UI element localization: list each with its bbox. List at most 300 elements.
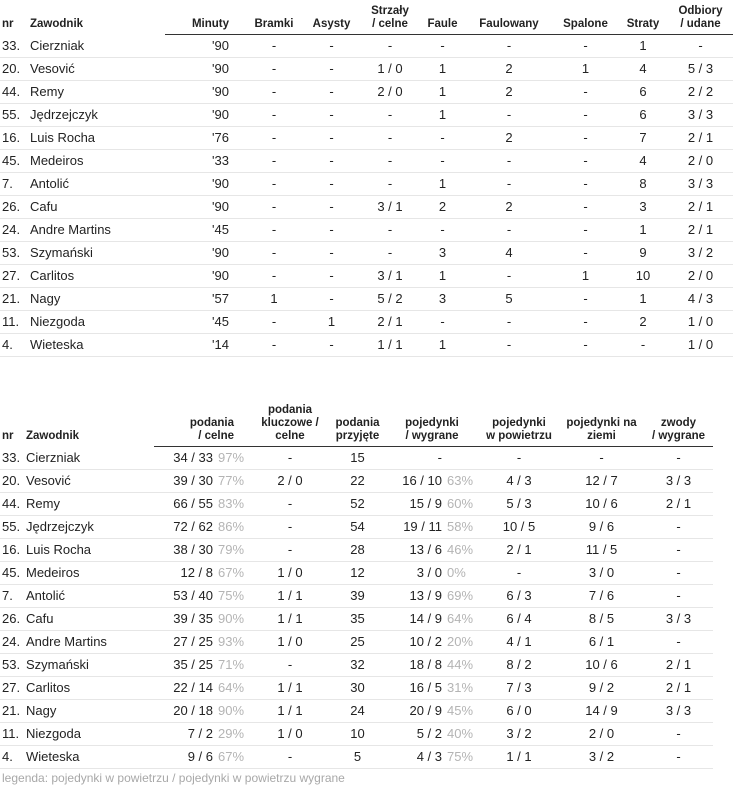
passes-percent: 77% — [218, 469, 250, 492]
player-name: Niezgoda — [26, 722, 154, 745]
key-passes-cell: 1 / 1 — [250, 584, 330, 607]
fouls-cell: 1 — [420, 80, 465, 103]
player-number: 7. — [0, 172, 30, 195]
fouled-cell: 5 — [465, 287, 553, 310]
table-row — [0, 676, 713, 699]
fouled-cell: 4 — [465, 241, 553, 264]
table-row — [0, 561, 713, 584]
shots-cell: 1 / 0 — [360, 57, 420, 80]
shots-cell: - — [360, 103, 420, 126]
duels-cell: - — [385, 446, 447, 469]
ground-duels-cell: 11 / 5 — [559, 538, 644, 561]
fouls-cell: 1 — [420, 57, 465, 80]
passes-cell: 34 / 33 — [154, 446, 218, 469]
shots-cell: 3 / 1 — [360, 195, 420, 218]
player-name: Szymański — [30, 241, 165, 264]
offsides-cell: - — [553, 310, 618, 333]
fouls-cell: 1 — [420, 172, 465, 195]
duels-percent: 20% — [447, 630, 479, 653]
ground-duels-cell: 6 / 1 — [559, 630, 644, 653]
dribbles-cell: 2 / 1 — [644, 492, 713, 515]
aerial-duels-cell: - — [479, 446, 559, 469]
minutes-cell: '14 — [165, 333, 245, 356]
duels-percent: 60% — [447, 492, 479, 515]
col-header-aerial-duels: pojedynki w powietrzu — [479, 397, 559, 446]
passes-received-cell: 25 — [330, 630, 385, 653]
player-number: 26. — [0, 195, 30, 218]
goals-cell: - — [245, 310, 303, 333]
passes-cell: 12 / 8 — [154, 561, 218, 584]
col-header-tackles: Odbiory / udane — [668, 0, 733, 34]
passes-received-cell: 28 — [330, 538, 385, 561]
losses-cell: 6 — [618, 80, 668, 103]
dribbles-cell: - — [644, 446, 713, 469]
passes-percent: 90% — [218, 607, 250, 630]
minutes-cell: '90 — [165, 103, 245, 126]
duels-cell: 13 / 6 — [385, 538, 447, 561]
player-number: 45. — [0, 561, 26, 584]
tackles-cell: 1 / 0 — [668, 310, 733, 333]
assists-cell: - — [303, 80, 360, 103]
dribbles-cell: - — [644, 515, 713, 538]
duels-percent: 69% — [447, 584, 479, 607]
aerial-duels-cell: 3 / 2 — [479, 722, 559, 745]
player-name: Carlitos — [26, 676, 154, 699]
passes-cell: 22 / 14 — [154, 676, 218, 699]
table-row — [0, 103, 733, 126]
col-header-minutes: Minuty — [165, 0, 245, 34]
aerial-duels-cell: 1 / 1 — [479, 745, 559, 768]
aerial-duels-cell: 8 / 2 — [479, 653, 559, 676]
offsides-cell: - — [553, 126, 618, 149]
fouled-cell: - — [465, 34, 553, 57]
minutes-cell: '45 — [165, 310, 245, 333]
goals-cell: - — [245, 80, 303, 103]
dribbles-cell: 3 / 3 — [644, 699, 713, 722]
ground-duels-cell: 7 / 6 — [559, 584, 644, 607]
passes-percent: 67% — [218, 561, 250, 584]
offsides-cell: - — [553, 218, 618, 241]
duels-percent: 31% — [447, 676, 479, 699]
table-row — [0, 653, 713, 676]
duels-cell: 5 / 2 — [385, 722, 447, 745]
minutes-cell: '90 — [165, 241, 245, 264]
assists-cell: - — [303, 34, 360, 57]
table-row — [0, 469, 713, 492]
duels-cell: 16 / 5 — [385, 676, 447, 699]
assists-cell: - — [303, 218, 360, 241]
passes-received-cell: 22 — [330, 469, 385, 492]
ground-duels-cell: 2 / 0 — [559, 722, 644, 745]
duels-percent: 0% — [447, 561, 479, 584]
dribbles-cell: 3 / 3 — [644, 607, 713, 630]
player-name: Vesović — [30, 57, 165, 80]
player-name: Carlitos — [30, 264, 165, 287]
shots-cell: 2 / 0 — [360, 80, 420, 103]
table-row — [0, 515, 713, 538]
col-header-losses: Straty — [618, 0, 668, 34]
key-passes-cell: - — [250, 653, 330, 676]
goals-cell: - — [245, 103, 303, 126]
player-number: 11. — [0, 722, 26, 745]
losses-cell: 1 — [618, 287, 668, 310]
passes-percent: 79% — [218, 538, 250, 561]
dribbles-cell: - — [644, 561, 713, 584]
key-passes-cell: - — [250, 538, 330, 561]
table-row — [0, 310, 733, 333]
losses-cell: 3 — [618, 195, 668, 218]
player-number: 44. — [0, 80, 30, 103]
player-number: 27. — [0, 676, 26, 699]
offsides-cell: - — [553, 34, 618, 57]
dribbles-cell: - — [644, 584, 713, 607]
ground-duels-cell: 8 / 5 — [559, 607, 644, 630]
aerial-duels-cell: 7 / 3 — [479, 676, 559, 699]
passes-cell: 20 / 18 — [154, 699, 218, 722]
ground-duels-cell: 14 / 9 — [559, 699, 644, 722]
losses-cell: 2 — [618, 310, 668, 333]
goals-cell: - — [245, 333, 303, 356]
player-name: Wieteska — [30, 333, 165, 356]
passes-received-cell: 52 — [330, 492, 385, 515]
key-passes-cell: - — [250, 446, 330, 469]
duels-cell: 20 / 9 — [385, 699, 447, 722]
offsides-cell: - — [553, 241, 618, 264]
player-name: Cafu — [26, 607, 154, 630]
fouls-cell: - — [420, 126, 465, 149]
fouls-cell: - — [420, 218, 465, 241]
goals-cell: - — [245, 34, 303, 57]
tackles-cell: - — [668, 34, 733, 57]
fouled-cell: 2 — [465, 57, 553, 80]
passes-cell: 72 / 62 — [154, 515, 218, 538]
passes-percent: 83% — [218, 492, 250, 515]
assists-cell: - — [303, 57, 360, 80]
minutes-cell: '90 — [165, 172, 245, 195]
fouled-cell: - — [465, 149, 553, 172]
player-number: 21. — [0, 699, 26, 722]
fouls-cell: 1 — [420, 103, 465, 126]
passes-cell: 9 / 6 — [154, 745, 218, 768]
table-row — [0, 745, 713, 768]
passes-received-cell: 24 — [330, 699, 385, 722]
shots-cell: - — [360, 149, 420, 172]
player-number: 21. — [0, 287, 30, 310]
passes-percent: 97% — [218, 446, 250, 469]
passes-cell: 7 / 2 — [154, 722, 218, 745]
player-number: 55. — [0, 515, 26, 538]
player-number: 26. — [0, 607, 26, 630]
player-name: Jędrzejczyk — [30, 103, 165, 126]
goals-cell: - — [245, 195, 303, 218]
losses-cell: 6 — [618, 103, 668, 126]
player-number: 33. — [0, 34, 30, 57]
player-number: 45. — [0, 149, 30, 172]
fouls-cell: 3 — [420, 287, 465, 310]
key-passes-cell: - — [250, 745, 330, 768]
goals-cell: - — [245, 241, 303, 264]
offsides-cell: 1 — [553, 57, 618, 80]
table-row — [0, 126, 733, 149]
offsides-cell: - — [553, 195, 618, 218]
fouled-cell: - — [465, 333, 553, 356]
table-row — [0, 172, 733, 195]
shots-cell: 2 / 1 — [360, 310, 420, 333]
player-name: Szymański — [26, 653, 154, 676]
assists-cell: - — [303, 172, 360, 195]
key-passes-cell: - — [250, 515, 330, 538]
fouls-cell: 1 — [420, 333, 465, 356]
dribbles-cell: - — [644, 722, 713, 745]
goals-cell: - — [245, 218, 303, 241]
table-row — [0, 722, 713, 745]
passes-cell: 66 / 55 — [154, 492, 218, 515]
player-name: Cierzniak — [30, 34, 165, 57]
col-header-assists: Asysty — [303, 0, 360, 34]
key-passes-cell: 1 / 1 — [250, 699, 330, 722]
ground-duels-cell: 3 / 2 — [559, 745, 644, 768]
assists-cell: 1 — [303, 310, 360, 333]
table-row — [0, 195, 733, 218]
player-name: Cafu — [30, 195, 165, 218]
col-header-dribbles: zwody / wygrane — [644, 397, 713, 446]
minutes-cell: '76 — [165, 126, 245, 149]
minutes-cell: '57 — [165, 287, 245, 310]
player-number: 20. — [0, 469, 26, 492]
col-header-duels: pojedynki / wygrane — [385, 397, 479, 446]
col-header-shots: Strzały / celne — [360, 0, 420, 34]
passes-percent: 75% — [218, 584, 250, 607]
losses-cell: 8 — [618, 172, 668, 195]
player-name: Luis Rocha — [30, 126, 165, 149]
duels-cell: 4 / 3 — [385, 745, 447, 768]
losses-cell: - — [618, 333, 668, 356]
shots-cell: 3 / 1 — [360, 264, 420, 287]
fouled-cell: - — [465, 172, 553, 195]
table-row — [0, 264, 733, 287]
duels-percent: 64% — [447, 607, 479, 630]
tackles-cell: 2 / 1 — [668, 126, 733, 149]
table-row — [0, 241, 733, 264]
passes-cell: 53 / 40 — [154, 584, 218, 607]
passing-duels-table — [0, 397, 713, 769]
fouled-cell: - — [465, 310, 553, 333]
col-header-passes: podania / celne — [154, 397, 250, 446]
tackles-cell: 5 / 3 — [668, 57, 733, 80]
dribbles-cell: - — [644, 538, 713, 561]
passes-percent: 90% — [218, 699, 250, 722]
goals-cell: - — [245, 57, 303, 80]
ground-duels-cell: 3 / 0 — [559, 561, 644, 584]
duels-cell: 3 / 0 — [385, 561, 447, 584]
col-header-ground-duels: pojedynki na ziemi — [559, 397, 644, 446]
passes-received-cell: 35 — [330, 607, 385, 630]
passes-cell: 35 / 25 — [154, 653, 218, 676]
passes-received-cell: 39 — [330, 584, 385, 607]
table-row — [0, 538, 713, 561]
tackles-cell: 1 / 0 — [668, 333, 733, 356]
player-name: Antolić — [26, 584, 154, 607]
player-number: 33. — [0, 446, 26, 469]
passes-percent: 67% — [218, 745, 250, 768]
offsides-cell: - — [553, 172, 618, 195]
tackles-cell: 2 / 0 — [668, 149, 733, 172]
fouls-cell: 3 — [420, 241, 465, 264]
key-passes-cell: - — [250, 492, 330, 515]
table-header-row — [0, 397, 713, 446]
passes-percent: 93% — [218, 630, 250, 653]
key-passes-cell: 1 / 1 — [250, 607, 330, 630]
passes-cell: 27 / 25 — [154, 630, 218, 653]
ground-duels-cell: 12 / 7 — [559, 469, 644, 492]
player-number: 53. — [0, 241, 30, 264]
fouls-cell: - — [420, 310, 465, 333]
player-number: 11. — [0, 310, 30, 333]
duels-cell: 19 / 11 — [385, 515, 447, 538]
fouled-cell: - — [465, 218, 553, 241]
tackles-cell: 3 / 3 — [668, 172, 733, 195]
ground-duels-cell: 9 / 6 — [559, 515, 644, 538]
player-number: 16. — [0, 126, 30, 149]
player-name: Vesović — [26, 469, 154, 492]
fouls-cell: - — [420, 34, 465, 57]
fouls-cell: - — [420, 149, 465, 172]
passes-received-cell: 5 — [330, 745, 385, 768]
player-number: 16. — [0, 538, 26, 561]
losses-cell: 7 — [618, 126, 668, 149]
player-name: Nagy — [26, 699, 154, 722]
fouls-cell: 2 — [420, 195, 465, 218]
tackles-cell: 3 / 2 — [668, 241, 733, 264]
fouled-cell: - — [465, 103, 553, 126]
table-row — [0, 57, 733, 80]
col-header-fouled: Faulowany — [465, 0, 553, 34]
ground-duels-cell: 10 / 6 — [559, 653, 644, 676]
fouled-cell: 2 — [465, 80, 553, 103]
col-header-offsides: Spalone — [553, 0, 618, 34]
table-row — [0, 607, 713, 630]
key-passes-cell: 1 / 0 — [250, 722, 330, 745]
player-name: Wieteska — [26, 745, 154, 768]
table-row — [0, 218, 733, 241]
col-header-player: Zawodnik — [30, 18, 84, 30]
player-name: Nagy — [30, 287, 165, 310]
passes-percent: 71% — [218, 653, 250, 676]
dribbles-cell: - — [644, 630, 713, 653]
minutes-cell: '33 — [165, 149, 245, 172]
passes-cell: 39 / 30 — [154, 469, 218, 492]
fouled-cell: 2 — [465, 195, 553, 218]
shots-cell: 1 / 1 — [360, 333, 420, 356]
player-number: 55. — [0, 103, 30, 126]
losses-cell: 10 — [618, 264, 668, 287]
shots-cell: - — [360, 34, 420, 57]
offsides-cell: - — [553, 333, 618, 356]
aerial-duels-cell: 2 / 1 — [479, 538, 559, 561]
passes-received-cell: 32 — [330, 653, 385, 676]
col-header-fouls: Faule — [420, 0, 465, 34]
table-row — [0, 492, 713, 515]
duels-percent: 75% — [447, 745, 479, 768]
duels-percent: 45% — [447, 699, 479, 722]
offsides-cell: - — [553, 287, 618, 310]
assists-cell: - — [303, 195, 360, 218]
offsides-cell: - — [553, 80, 618, 103]
ground-duels-cell: 10 / 6 — [559, 492, 644, 515]
player-number: 27. — [0, 264, 30, 287]
losses-cell: 4 — [618, 57, 668, 80]
fouls-cell: 1 — [420, 264, 465, 287]
aerial-duels-cell: 10 / 5 — [479, 515, 559, 538]
match-stats-table — [0, 0, 733, 357]
passes-cell: 39 / 35 — [154, 607, 218, 630]
aerial-duels-cell: 6 / 3 — [479, 584, 559, 607]
goals-cell: - — [245, 126, 303, 149]
duels-cell: 15 / 9 — [385, 492, 447, 515]
goals-cell: - — [245, 264, 303, 287]
table-row — [0, 630, 713, 653]
table-row — [0, 149, 733, 172]
tackles-cell: 2 / 1 — [668, 195, 733, 218]
player-name: Andre Martins — [30, 218, 165, 241]
player-name: Luis Rocha — [26, 538, 154, 561]
goals-cell: - — [245, 172, 303, 195]
passes-cell: 38 / 30 — [154, 538, 218, 561]
player-name: Niezgoda — [30, 310, 165, 333]
player-number: 44. — [0, 492, 26, 515]
ground-duels-cell: 9 / 2 — [559, 676, 644, 699]
minutes-cell: '90 — [165, 264, 245, 287]
player-name: Antolić — [30, 172, 165, 195]
losses-cell: 4 — [618, 149, 668, 172]
player-number: 4. — [0, 333, 30, 356]
player-number: 24. — [0, 218, 30, 241]
aerial-duels-cell: 6 / 4 — [479, 607, 559, 630]
duels-percent: 63% — [447, 469, 479, 492]
player-number: 20. — [0, 57, 30, 80]
tackles-cell: 4 / 3 — [668, 287, 733, 310]
aerial-duels-cell: 4 / 3 — [479, 469, 559, 492]
table-row — [0, 287, 733, 310]
minutes-cell: '90 — [165, 195, 245, 218]
table-row — [0, 34, 733, 57]
duels-cell: 10 / 2 — [385, 630, 447, 653]
col-header-passes-received: podania przyjęte — [330, 397, 385, 446]
duels-cell: 13 / 9 — [385, 584, 447, 607]
losses-cell: 1 — [618, 34, 668, 57]
player-name: Jędrzejczyk — [26, 515, 154, 538]
tackles-cell: 2 / 0 — [668, 264, 733, 287]
minutes-cell: '45 — [165, 218, 245, 241]
aerial-duels-cell: 6 / 0 — [479, 699, 559, 722]
goals-cell: - — [245, 149, 303, 172]
minutes-cell: '90 — [165, 57, 245, 80]
key-passes-cell: 1 / 0 — [250, 561, 330, 584]
offsides-cell: - — [553, 149, 618, 172]
dribbles-cell: 2 / 1 — [644, 676, 713, 699]
goals-cell: 1 — [245, 287, 303, 310]
passes-received-cell: 15 — [330, 446, 385, 469]
passes-received-cell: 10 — [330, 722, 385, 745]
assists-cell: - — [303, 149, 360, 172]
shots-cell: - — [360, 126, 420, 149]
col-header-nr: nr — [2, 18, 14, 30]
shots-cell: - — [360, 241, 420, 264]
player-name: Remy — [26, 492, 154, 515]
passes-received-cell: 12 — [330, 561, 385, 584]
tackles-cell: 3 / 3 — [668, 103, 733, 126]
tackles-cell: 2 / 2 — [668, 80, 733, 103]
